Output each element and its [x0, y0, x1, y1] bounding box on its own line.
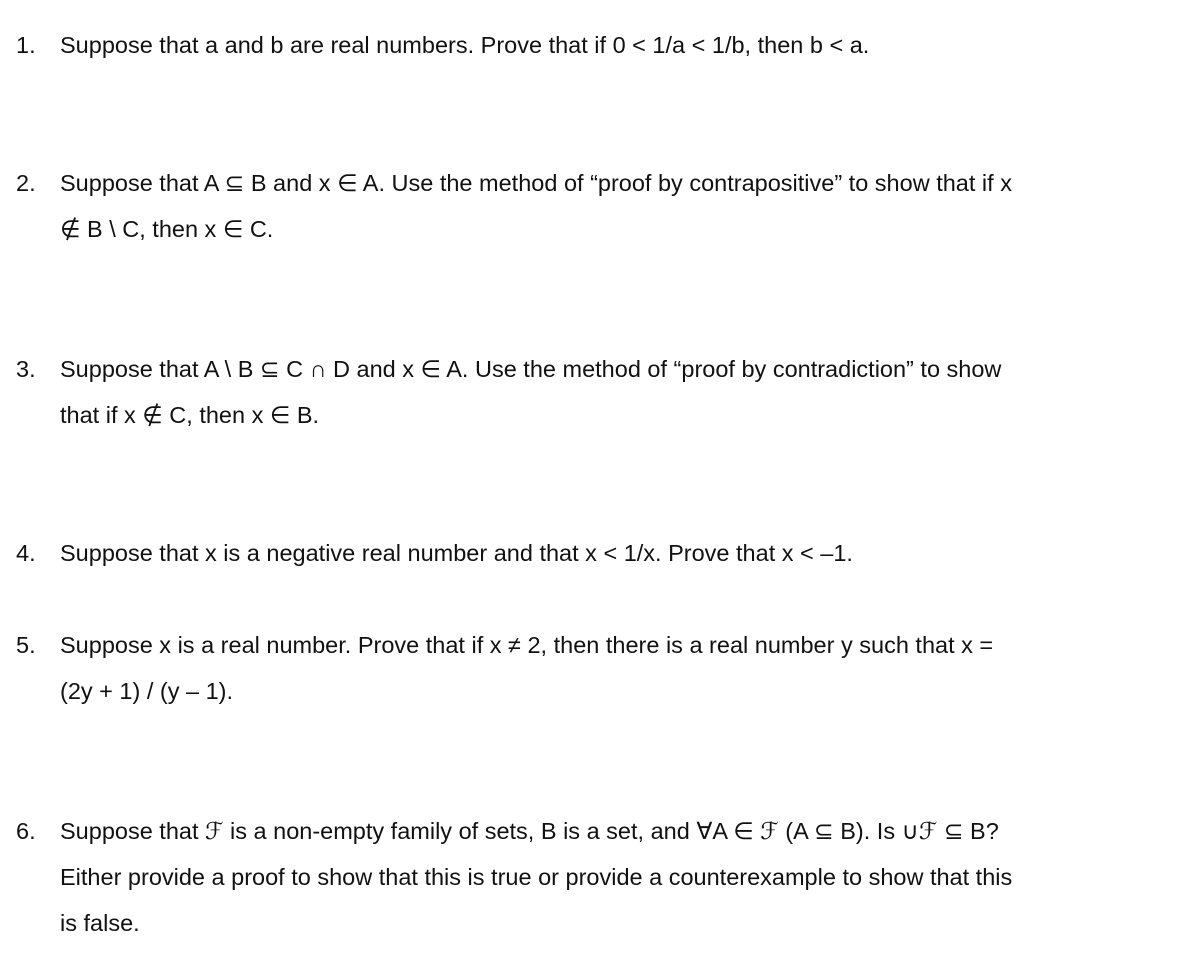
problem-text-line: (2y + 1) / (y – 1). [60, 678, 234, 704]
problem-text-line: is false. [60, 910, 140, 936]
problem-text-line: Suppose that ℱ is a non-empty family of sets, B is a set, and ∀A ∈ ℱ (A ⊆ B). Is ∪ℱ ⊆ B? [60, 818, 999, 844]
problem-text-line: Suppose that x is a negative real number and that x < 1/x. Prove that x < –1. [60, 540, 853, 566]
problem-text-line: Either provide a proof to show that this is true or provide a counterexample to show that this [60, 864, 1013, 890]
problem-3 [16, 346, 1186, 438]
problem-number: 6. [16, 818, 36, 844]
problem-2 [16, 160, 1186, 252]
problem-5 [16, 622, 1186, 714]
problem-6 [16, 808, 1186, 946]
problem-text-line: Suppose that A ⊆ B and x ∈ A. Use the method of “proof by contrapositive” to show that if x [60, 170, 1012, 196]
problem-number: 1. [16, 32, 36, 58]
problem-text-line: Suppose that A \ B ⊆ C ∩ D and x ∈ A. Use the method of “proof by contradiction” to show [60, 356, 1002, 382]
problem-text-line: that if x ∉ C, then x ∈ B. [60, 402, 320, 428]
problem-number: 4. [16, 540, 36, 566]
problem-text-line: Suppose that a and b are real numbers. Prove that if 0 < 1/a < 1/b, then b < a. [60, 32, 870, 58]
problem-number: 3. [16, 356, 36, 382]
problem-4 [16, 530, 1186, 576]
problem-1 [16, 22, 1186, 68]
problem-number: 2. [16, 170, 36, 196]
problem-text-line: Suppose x is a real number. Prove that if x ≠ 2, then there is a real number y such that x = [60, 632, 994, 658]
problem-number: 5. [16, 632, 36, 658]
problem-text-line: ∉ B \ C, then x ∈ C. [60, 216, 274, 242]
